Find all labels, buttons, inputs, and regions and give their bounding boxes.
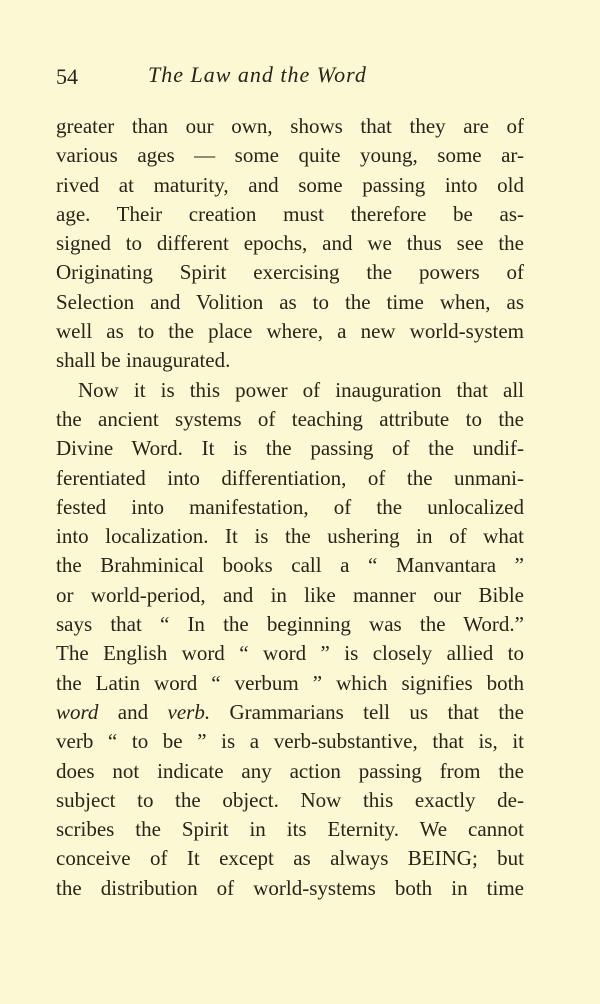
text-line: ferentiated into differentiation, of the unmani- bbox=[56, 465, 524, 490]
text-line: age. Their creation must therefore be as- bbox=[56, 201, 524, 226]
paragraph-2 bbox=[56, 376, 524, 903]
text-line: the ancient systems of teaching attribute to the bbox=[56, 406, 524, 431]
text-line: or world-period, and in like manner our Bible bbox=[56, 582, 524, 607]
text-line: Divine Word. It is the passing of the undif- bbox=[56, 436, 524, 461]
italic-word: word bbox=[56, 699, 99, 724]
text-line: Originating Spirit exercising the powers of bbox=[56, 260, 524, 285]
text-line: well as to the place where, a new world-system bbox=[56, 319, 524, 344]
paragraph-1 bbox=[56, 112, 524, 376]
text-line: signed to different epochs, and we thus see the bbox=[56, 231, 524, 256]
text-span: and bbox=[98, 699, 168, 724]
text-line: fested into manifestation, of the unlocalized bbox=[56, 494, 524, 519]
text-line: subject to the object. Now this exactly de- bbox=[56, 787, 524, 812]
text-line: The English word “ word ” is closely allied to bbox=[56, 641, 524, 666]
text-line: the Latin word “ verbum ” which signifies both bbox=[56, 670, 524, 695]
running-header bbox=[56, 62, 524, 92]
text-line: says that “ In the beginning was the Word.” bbox=[56, 612, 524, 637]
text-line: the Brahminical books call a “ Manvantara ” bbox=[56, 553, 524, 578]
text-line: various ages — some quite young, some ar- bbox=[56, 143, 524, 168]
page-number: 54 bbox=[56, 64, 78, 89]
page-body bbox=[56, 112, 524, 903]
text-line: conceive of It except as always BEING; but bbox=[56, 846, 524, 871]
text-line: into localization. It is the ushering in of what bbox=[56, 524, 524, 549]
text-line: the distribution of world-systems both in time bbox=[56, 875, 524, 900]
text-line: scribes the Spirit in its Eternity. We cannot bbox=[56, 817, 524, 842]
text-line: does not indicate any action passing from the bbox=[56, 758, 524, 783]
text-line: Now it is this power of inauguration that all bbox=[78, 377, 524, 402]
text-span: Grammarians tell us that the bbox=[210, 699, 524, 724]
italic-word: verb. bbox=[167, 699, 211, 724]
text-line: greater than our own, shows that they are of bbox=[56, 114, 524, 138]
text-line: verb “ to be ” is a verb-substantive, that is, it bbox=[56, 729, 524, 754]
text-line-mixed bbox=[56, 698, 524, 727]
running-title: The Law and the Word bbox=[148, 62, 367, 87]
text-line: rived at maturity, and some passing into old bbox=[56, 172, 524, 197]
text-line: Selection and Volition as to the time when, as bbox=[56, 289, 524, 314]
text-line: shall be inaugurated. bbox=[56, 348, 231, 373]
